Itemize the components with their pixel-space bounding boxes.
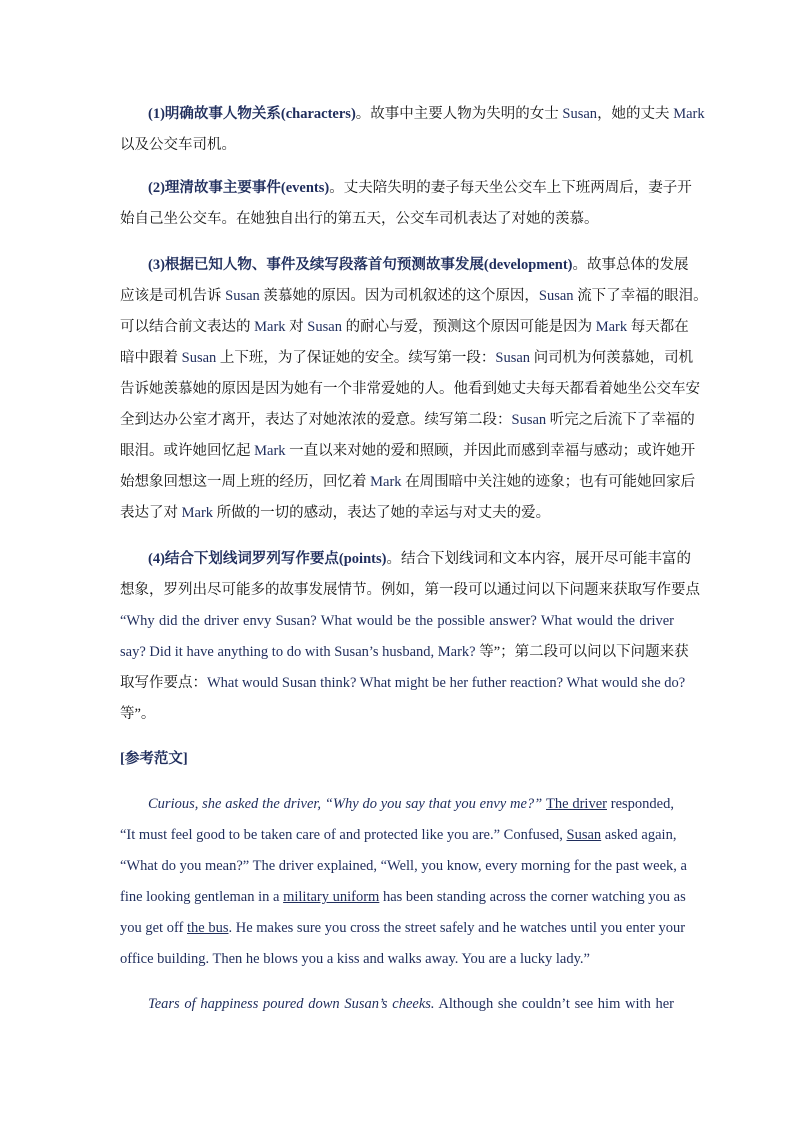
underlined-keyword: Susan xyxy=(566,827,602,843)
text-line xyxy=(120,672,686,694)
text-segment: 眼泪。或许她回忆起 xyxy=(120,443,255,459)
text-segment: 等”。 xyxy=(120,706,156,722)
text-line xyxy=(148,254,689,276)
text-segment: Susan xyxy=(562,106,598,122)
text-segment: 告诉她羡慕她的原因是因为她有一个非常爱她的人。他看到她丈夫每天都看着她坐公交车安 xyxy=(120,381,700,397)
text-segment: Mark xyxy=(595,319,628,335)
text-segment: you get off xyxy=(120,920,187,936)
text-segment: Although she couldn’t see him with her xyxy=(434,996,675,1012)
italic-text: Tears of happiness poured down Susan’s cheeks. xyxy=(148,996,435,1012)
text-segment: 听完之后流下了幸福的 xyxy=(546,412,695,428)
text-segment: “It must feel good to be taken care of and protected like you are.” Confused, xyxy=(120,827,567,843)
underlined-keyword: The driver xyxy=(546,796,607,812)
text-segment: 对 xyxy=(285,319,308,335)
text-line xyxy=(120,703,674,725)
text-line xyxy=(120,208,674,230)
text-segment: What would Susan think? What might be her futher reaction? What would she do? xyxy=(207,675,686,691)
text-segment: Mark xyxy=(254,443,286,459)
bold-heading-text: (4)结合下划线词罗列写作要点(points) xyxy=(148,551,387,567)
text-segment: 流下了幸福的眼泪。 xyxy=(573,288,708,304)
text-segment: Mark xyxy=(370,474,402,490)
text-segment: 羡慕她的原因。因为司机叙述的这个原因， xyxy=(259,288,539,304)
text-segment: 每天都在 xyxy=(627,319,689,335)
bold-heading-text: (1)明确故事人物关系(characters) xyxy=(148,106,356,122)
text-segment: 所做的一切的感动，表达了她的幸运与对丈夫的爱。 xyxy=(213,505,551,521)
text-segment: Susan xyxy=(307,319,342,335)
italic-text: Curious, she asked the driver, “Why do you say that you envy me?” xyxy=(148,796,547,812)
text-line xyxy=(120,440,696,462)
text-segment: “What do you mean?” The driver explained, “Well, you know, every morning for the past week, a xyxy=(120,858,687,874)
text-segment: Susan xyxy=(538,288,574,304)
text-line xyxy=(120,855,687,877)
text-line xyxy=(120,502,674,524)
text-segment: 等”；第二段可以问以下问题来获 xyxy=(479,644,689,660)
text-segment: 以及公交车司机。 xyxy=(120,137,236,153)
text-segment: 取写作要点： xyxy=(120,675,207,691)
text-segment: 。故事中主要人物为失明的女士 xyxy=(355,106,563,122)
text-segment: 一直以来对她的爱和照顾，并因此而感到幸福与感动；或许她开 xyxy=(285,443,696,459)
text-segment: 应该是司机告诉 xyxy=(120,288,226,304)
underlined-keyword: military uniform xyxy=(283,889,380,905)
text-segment: 想象，罗列出尽可能多的故事发展情节。例如，第一段可以通过问以下问题来获取写作要点 xyxy=(120,582,700,598)
text-line xyxy=(120,134,674,156)
text-segment: 表达了对 xyxy=(120,505,182,521)
text-line xyxy=(120,409,695,431)
text-line xyxy=(148,993,674,1015)
text-segment: asked again, xyxy=(601,827,677,843)
text-line xyxy=(120,285,708,307)
text-segment: Susan xyxy=(511,412,547,428)
text-line xyxy=(120,641,689,663)
text-segment: office building. Then he blows you a kiss and walks away. You are a lucky lady.” xyxy=(120,951,590,967)
text-segment: fine looking gentleman in a xyxy=(120,889,284,905)
bold-heading-text: (2)理清故事主要事件(events) xyxy=(148,180,330,196)
bold-heading-text: [参考范文] xyxy=(120,751,188,767)
text-line xyxy=(120,948,674,970)
text-segment: 问司机为何羡慕她，司机 xyxy=(530,350,694,366)
text-segment: say? Did it have anything to do with Susan’s husband, Mark? xyxy=(120,644,480,660)
text-segment: 始自己坐公交车。在她独自出行的第五天，公交车司机表达了对她的羡慕。 xyxy=(120,211,599,227)
text-segment: 的耐心与爱，预测这个原因可能是因为 xyxy=(341,319,596,335)
text-segment: ，她的丈夫 xyxy=(597,106,674,122)
text-line xyxy=(148,548,691,570)
bold-heading-text: (3)根据已知人物、事件及续写段落首句预测故事发展(development) xyxy=(148,257,573,273)
text-line xyxy=(120,886,686,908)
text-line xyxy=(120,610,674,632)
text-segment: 。结合下划线词和文本内容，展开尽可能丰富的 xyxy=(386,551,691,567)
text-line xyxy=(120,579,700,601)
text-line xyxy=(148,103,705,125)
text-segment: “Why did the driver envy Susan? What would be the possible answer? What would the driver xyxy=(120,613,674,629)
text-line xyxy=(120,471,696,493)
text-segment: Susan xyxy=(181,350,217,366)
text-line xyxy=(120,316,689,338)
text-segment: 上下班，为了保证她的安全。续写第一段： xyxy=(216,350,496,366)
underlined-keyword: the bus xyxy=(187,920,229,936)
text-segment: responded, xyxy=(606,796,674,812)
text-segment: 始想象回想这一周上班的经历，回忆着 xyxy=(120,474,371,490)
section-heading xyxy=(120,748,674,770)
text-segment: 可以结合前文表达的 xyxy=(120,319,255,335)
text-line xyxy=(120,917,686,939)
text-line xyxy=(120,824,677,846)
text-segment: Mark xyxy=(181,505,214,521)
text-line xyxy=(120,378,700,400)
text-segment: Mark xyxy=(673,106,705,122)
text-segment: 。故事总体的发展 xyxy=(572,257,689,273)
text-segment: . He makes sure you cross the street safely and he watches until you enter your xyxy=(228,920,686,936)
text-line xyxy=(148,177,692,199)
text-segment: 暗中跟着 xyxy=(120,350,182,366)
text-segment: has been standing across the corner watching you as xyxy=(379,889,686,905)
text-segment: Susan xyxy=(225,288,260,304)
text-segment: 全到达办公室才离开，表达了对她浓浓的爱意。续写第二段： xyxy=(120,412,512,428)
text-line xyxy=(120,347,694,369)
text-segment: 在周围暗中关注她的迹象；也有可能她回家后 xyxy=(401,474,696,490)
text-segment: Susan xyxy=(495,350,531,366)
text-segment: Mark xyxy=(254,319,286,335)
text-line xyxy=(148,793,674,815)
text-segment: 。丈夫陪失明的妻子每天坐公交车上下班两周后，妻子开 xyxy=(329,180,692,196)
